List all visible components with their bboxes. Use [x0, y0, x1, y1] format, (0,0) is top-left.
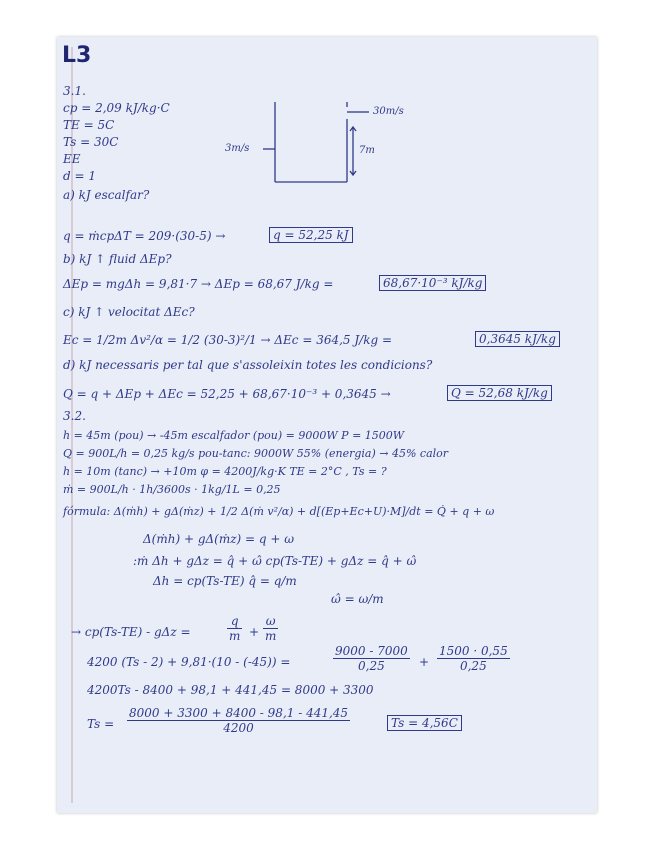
plus-sign: + [249, 625, 260, 639]
derivation-line: ω̂ = ω/m [331, 592, 384, 606]
energy-balance-formula: fórmula: Δ(ṁh) + gΔ(ṁz) + 1/2 Δ(ṁ v²/α) + d[(Ep+Ec+U)·M]/dt = Q̇ + q + ω [63, 505, 495, 518]
exercise-number: 3.1. [63, 84, 86, 98]
fraction-numerator: 9000 - 7000 [335, 644, 408, 658]
equation-b: ΔEp = mgΔh = 9,81·7 → ΔEp = 68,67 J/kg = [63, 277, 334, 291]
question-a: a) kJ escalfar? [63, 188, 150, 202]
substitution-line: 4200 (Ts - 2) + 9,81·(10 - (-45)) = [87, 655, 291, 669]
fraction-denominator: 0,25 [358, 659, 385, 673]
given-value: EE [63, 152, 81, 166]
fraction-power-term [333, 644, 410, 673]
fraction-w-over-m [263, 614, 278, 643]
expanded-line: 4200Ts - 8400 + 98,1 + 441,45 = 8000 + 3300 [87, 683, 374, 697]
given-value: d = 1 [63, 169, 96, 183]
equation-a: q = ṁcpΔT = 209·(30-5) → [63, 229, 226, 243]
given-value: TE = 5C [63, 118, 115, 132]
question-c: c) kJ ↑ velocitat ΔEc? [63, 305, 195, 319]
question-d: d) kJ necessaris per tal que s'assoleixin totes les condicions? [63, 358, 433, 372]
fraction-numerator: ω [263, 614, 278, 629]
notebook-page [57, 37, 597, 813]
fraction-denominator: m [229, 629, 241, 643]
diagram-label-outlet-speed: 30m/s [373, 106, 404, 117]
question-b: b) kJ ↑ fluid ΔEp? [63, 252, 172, 266]
fraction-numerator: q [227, 614, 242, 629]
derivation-line: Δh = cp(Ts-TE) q̂ = q/m [153, 574, 297, 588]
plus-sign: + [419, 655, 430, 669]
given-line: ṁ = 900L/h · 1h/3600s · 1kg/1L = 0,25 [63, 483, 281, 496]
answer-d: Q = 52,68 kJ/kg [447, 385, 552, 401]
answer-b: 68,67·10⁻³ kJ/kg [379, 275, 486, 291]
diagram-label-height: 7m [359, 145, 375, 156]
equation-c: Ec = 1/2m Δv²/α = 1/2 (30-3)²/1 → ΔEc = 364,5 J/kg = [63, 333, 393, 347]
fraction-numerator: 8000 + 3300 + 8400 - 98,1 - 441,45 [129, 706, 349, 720]
answer-a: q = 52,25 kJ [269, 227, 353, 243]
answer-c: 0,3645 kJ/kg [475, 331, 560, 347]
fraction-q-over-m [227, 614, 242, 643]
fraction-pump-term [437, 644, 510, 673]
derivation-line: :ṁ Δh + gΔz = q̂ + ω̂ cp(Ts-TE) + gΔz = q̂ + ω̂ [133, 554, 417, 568]
equation-d: Q = q + ΔEp + ΔEc = 52,25 + 68,67·10⁻³ + 0,3645 → [63, 387, 391, 401]
result-label: Ts = [87, 717, 115, 731]
given-value: Ts = 30C [63, 135, 119, 149]
fraction-result [127, 706, 350, 735]
diagram-label-inlet-speed: 3m/s [225, 143, 250, 154]
fraction-numerator: 1500 · 0,55 [439, 644, 508, 658]
given-value: cp = 2,09 kJ/kg·C [63, 101, 170, 115]
exercise-number: 3.2. [63, 409, 86, 423]
fraction-denominator: 4200 [223, 721, 254, 735]
page-title: L3 [62, 43, 92, 68]
fraction-denominator: m [265, 629, 277, 643]
final-answer: Ts = 4,56C [387, 715, 462, 731]
derivation-line: → cp(Ts-TE) - gΔz = [71, 625, 191, 639]
given-line: h = 45m (pou) → -45m escalfador (pou) = 9000W P = 1500W [63, 429, 405, 442]
given-line: h = 10m (tanc) → +10m φ = 4200J/kg·K TE = 2°C , Ts = ? [63, 465, 387, 478]
given-line: Q = 900L/h = 0,25 kg/s pou-tanc: 9000W 55% (energia) → 45% calor [63, 447, 449, 460]
derivation-line: Δ(ṁh) + gΔ(ṁz) = q + ω [143, 532, 295, 546]
fraction-denominator: 0,25 [459, 659, 487, 673]
